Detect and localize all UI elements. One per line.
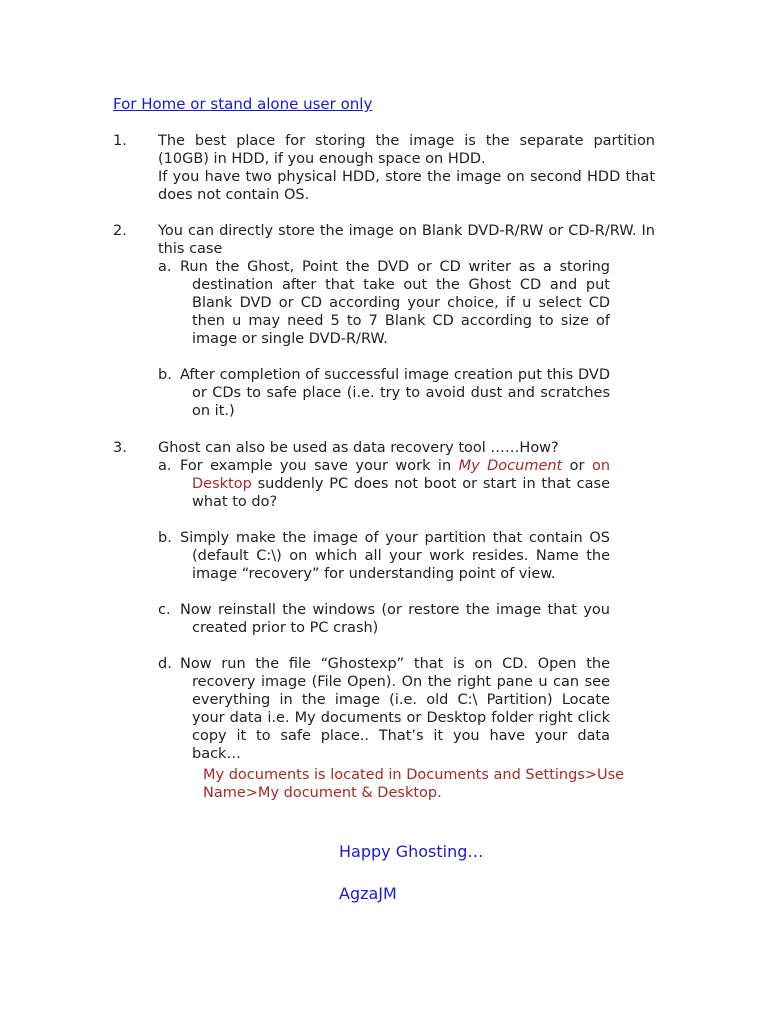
item-text: The best place for storing the image is the separate partition (10GB) in HDD, if you enough space on HDD. xyxy=(158,133,655,167)
item-text: If you have two physical HDD, store the image on second HDD that does not contain OS. xyxy=(158,169,655,203)
sub-item-text xyxy=(180,258,610,348)
sub-item-text: For example you save your work in xyxy=(180,458,459,474)
sub-item-letter: b. xyxy=(158,530,172,546)
desktop-term: on Desktop xyxy=(192,458,611,492)
item-text: Ghost can also be used as data recovery tool ……How? xyxy=(158,440,559,456)
sub-item-text: or xyxy=(562,458,592,474)
sub-item-letter: b. xyxy=(158,367,172,383)
author-signature: AgzaJM xyxy=(339,884,397,903)
sub-item-content: After completion of successful image creation put this DVD or CDs to safe place (i.e. try to avoid dust and scratches on it.) xyxy=(180,367,610,419)
sub-item-content: Simply make the image of your partition that contain OS (default C:\) on which all your work resides. Name the image “recovery” for understanding point of view. xyxy=(180,530,610,582)
my-document-term: My Document xyxy=(458,458,563,474)
note-text: My documents is located in Documents and Settings>Use Name>My document & Desktop. xyxy=(203,767,625,801)
item-number: 2. xyxy=(113,223,127,239)
list-item-3 xyxy=(113,439,658,763)
item-body xyxy=(158,222,655,258)
sub-item-letter: a. xyxy=(158,259,172,275)
sub-item-letter: a. xyxy=(158,458,172,474)
sub-item-content: Now run the file “Ghostexp” that is on CD. Open the recovery image (File Open). On the right pane u can see everything in the image (i.e. old C:\ Partition) Locate your data i.e. My documents or Desktop folder right click copy it to safe place.. That’s it you have your data back… xyxy=(180,656,610,762)
list-item-2 xyxy=(113,222,658,420)
sub-item-content: Run the Ghost, Point the DVD or CD writer as a storing destination after that take out the Ghost CD and put Blank DVD or CD according your choice, if u select CD then u may need 5 to 7 Blank CD according to size of image or single DVD-R/RW. xyxy=(180,259,610,347)
sub-item-content xyxy=(180,457,610,511)
list-item-1 xyxy=(113,132,658,204)
sub-item-b xyxy=(158,529,610,583)
sub-item-d xyxy=(158,655,610,763)
item-body xyxy=(158,132,655,204)
closing-text: Happy Ghosting… xyxy=(339,842,484,861)
sub-item-a xyxy=(158,457,611,511)
sub-item-a xyxy=(158,258,610,348)
item-number: 3. xyxy=(113,440,127,456)
sub-item-b xyxy=(158,366,610,420)
sub-item-c xyxy=(158,601,610,637)
item-body xyxy=(158,439,655,457)
document-heading: For Home or stand alone user only xyxy=(113,95,373,113)
sub-item-letter: c. xyxy=(158,602,171,618)
item-text: You can directly store the image on Blank DVD-R/RW or CD-R/RW. In this case xyxy=(158,223,655,257)
item-number: 1. xyxy=(113,133,127,149)
sub-item-content: Now reinstall the windows (or restore the image that you created prior to PC crash) xyxy=(180,602,610,636)
sub-item-text: suddenly PC does not boot or start in that case what to do? xyxy=(192,476,610,510)
sub-item-letter: d. xyxy=(158,656,172,672)
